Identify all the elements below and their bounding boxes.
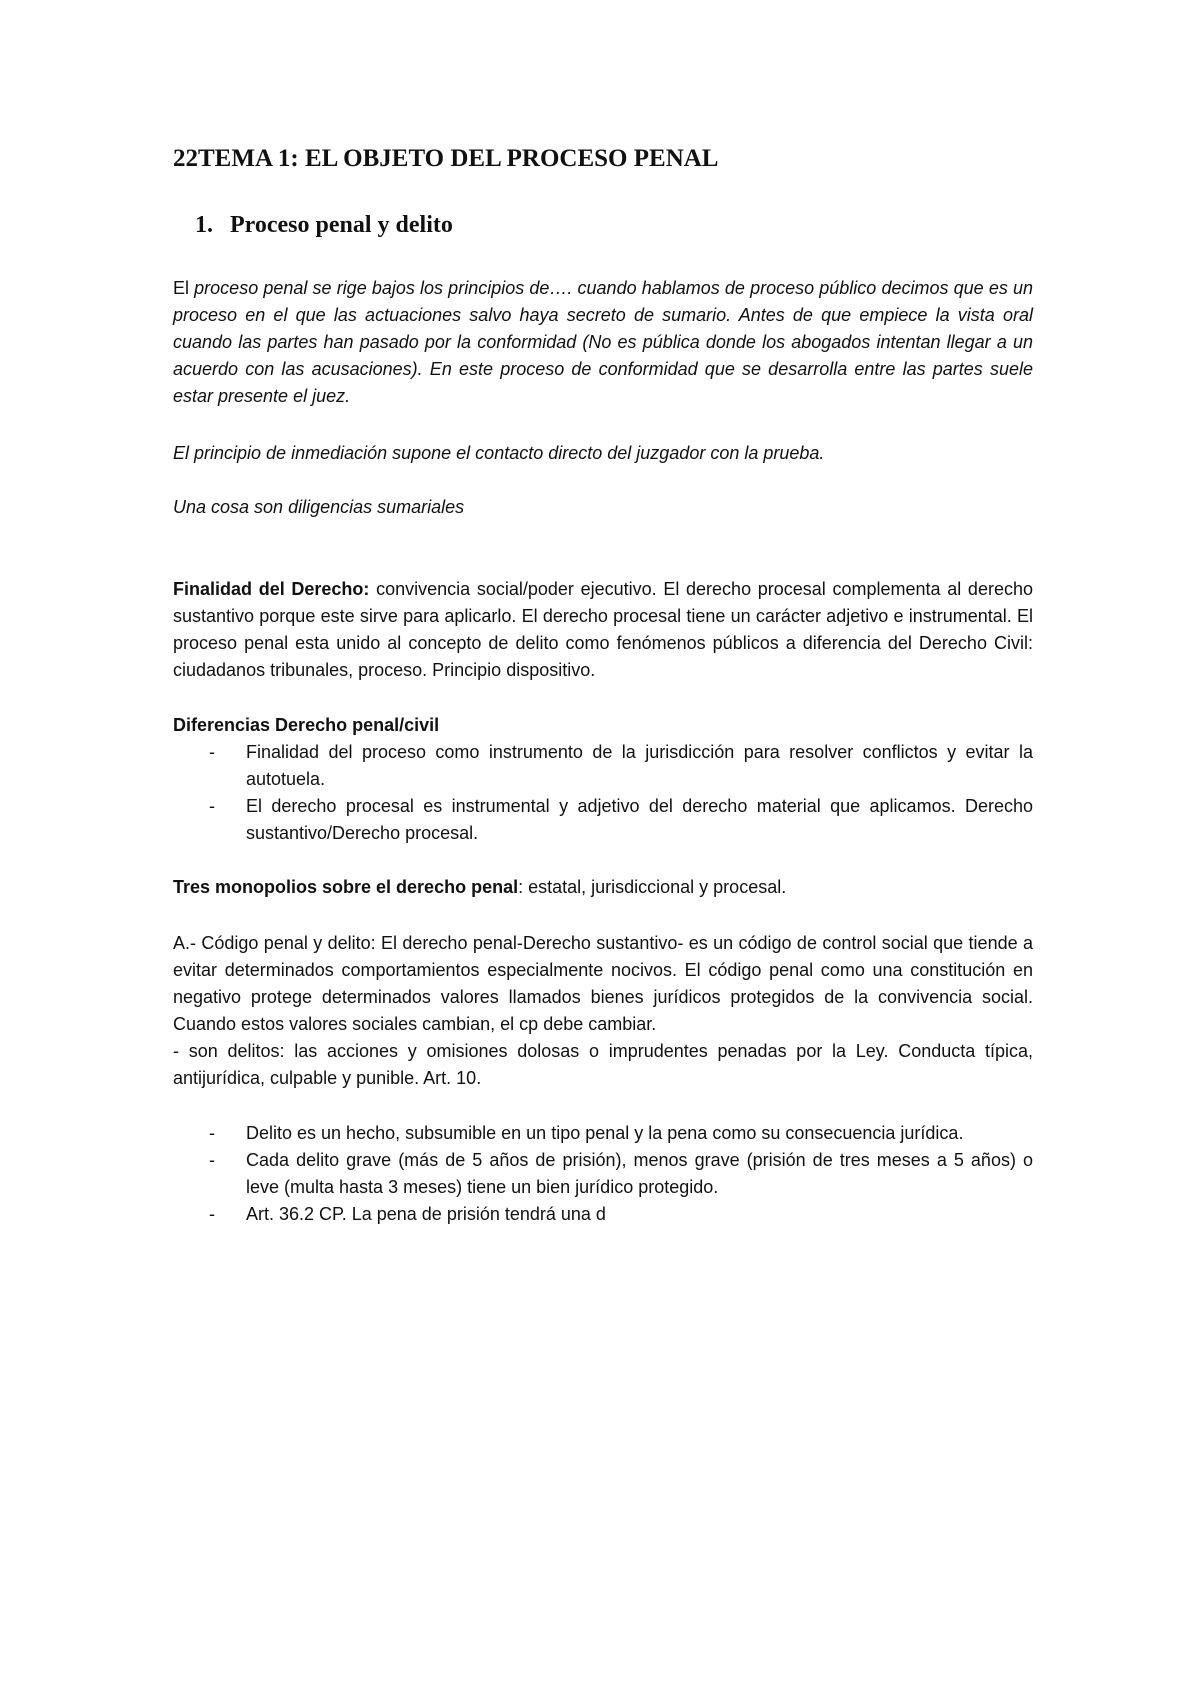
list-item-text: El derecho procesal es instrumental y adjetivo del derecho material que aplicamos. Derecho sustantivo/Derecho procesal. <box>246 796 1033 843</box>
list-dash: - <box>209 742 215 762</box>
section-heading <box>195 212 453 239</box>
finalidad-paragraph <box>173 576 1033 684</box>
list-dash: - <box>209 1204 215 1224</box>
finalidad-text: convivencia social/poder ejecutivo. El derecho procesal complementa al derecho sustantivo porque este sirve para aplicarlo. El derecho procesal tiene un carácter adjetivo e instrumental. El proceso penal esta unido al concepto de delito como fenómenos públicos a diferencia del Derecho Civil: ciudadanos tribunales, proceso. Principio dispositivo. <box>173 579 1033 680</box>
intro-text: proceso penal se rige bajos los principios de…. cuando hablamos de proceso público decimos que es un proceso en el que las actuaciones salvo haya secreto de sumario. Antes de que empiece la vista oral cuando las partes han pasado por la conformidad (No es pública donde los abogados intentan llegar a un acuerdo con las acusaciones). En este proceso de conformidad que se desarrolla entre las partes suele estar presente el juez. <box>173 278 1033 406</box>
list-item <box>173 1120 1033 1147</box>
list-dash: - <box>209 1123 215 1143</box>
list-item-text: Finalidad del proceso como instrumento de la jurisdicción para resolver conflictos y evitar la autotuela. <box>246 742 1033 789</box>
list-dash: - <box>209 796 215 816</box>
monopolios-paragraph <box>173 874 1033 901</box>
diferencias-list <box>173 739 1033 847</box>
monopolios-text: : estatal, jurisdiccional y procesal. <box>518 877 787 897</box>
section-title: Proceso penal y delito <box>230 212 453 238</box>
delitos-paragraph: - son delitos: las acciones y omisiones dolosas o imprudentes penadas por la Ley. Conducta típica, antijurídica, culpable y punible. Art. 10. <box>173 1041 1033 1088</box>
list-dash: - <box>209 1150 215 1170</box>
list-item <box>173 793 1033 847</box>
diligencias-paragraph: Una cosa son diligencias sumariales <box>173 497 465 517</box>
document-title: 22TEMA 1: EL OBJETO DEL PROCESO PENAL <box>173 145 719 172</box>
diferencias-heading: Diferencias Derecho penal/civil <box>173 715 440 735</box>
finalidad-label: Finalidad del Derecho: <box>173 579 370 599</box>
inmediacion-paragraph: El principio de inmediación supone el contacto directo del juzgador con la prueba. <box>173 443 825 463</box>
list-item <box>173 1147 1033 1201</box>
intro-lead: El <box>173 278 190 298</box>
list-item-text: Delito es un hecho, subsumible en un tipo penal y la pena como su consecuencia jurídica. <box>246 1123 964 1143</box>
codigo-paragraph: A.- Código penal y delito: El derecho penal-Derecho sustantivo- es un código de control social que tiende a evitar determinados comportamientos especialmente nocivos. El código penal como una constitución en negativo protege determinados valores llamados bienes jurídicos protegidos de la convivencia social. Cuando estos valores sociales cambian, el cp debe cambiar. <box>173 933 1033 1034</box>
section-number: 1. <box>195 212 213 238</box>
monopolios-label: Tres monopolios sobre el derecho penal <box>173 877 519 897</box>
intro-paragraph <box>173 275 1033 410</box>
list-item <box>173 739 1033 793</box>
list-item <box>173 1201 1033 1228</box>
list-item-text: Art. 36.2 CP. La pena de prisión tendrá una d <box>246 1204 606 1224</box>
delito-list <box>173 1120 1033 1228</box>
list-item-text: Cada delito grave (más de 5 años de prisión), menos grave (prisión de tres meses a 5 años) o leve (multa hasta 3 meses) tiene un bien jurídico protegido. <box>246 1150 1033 1197</box>
